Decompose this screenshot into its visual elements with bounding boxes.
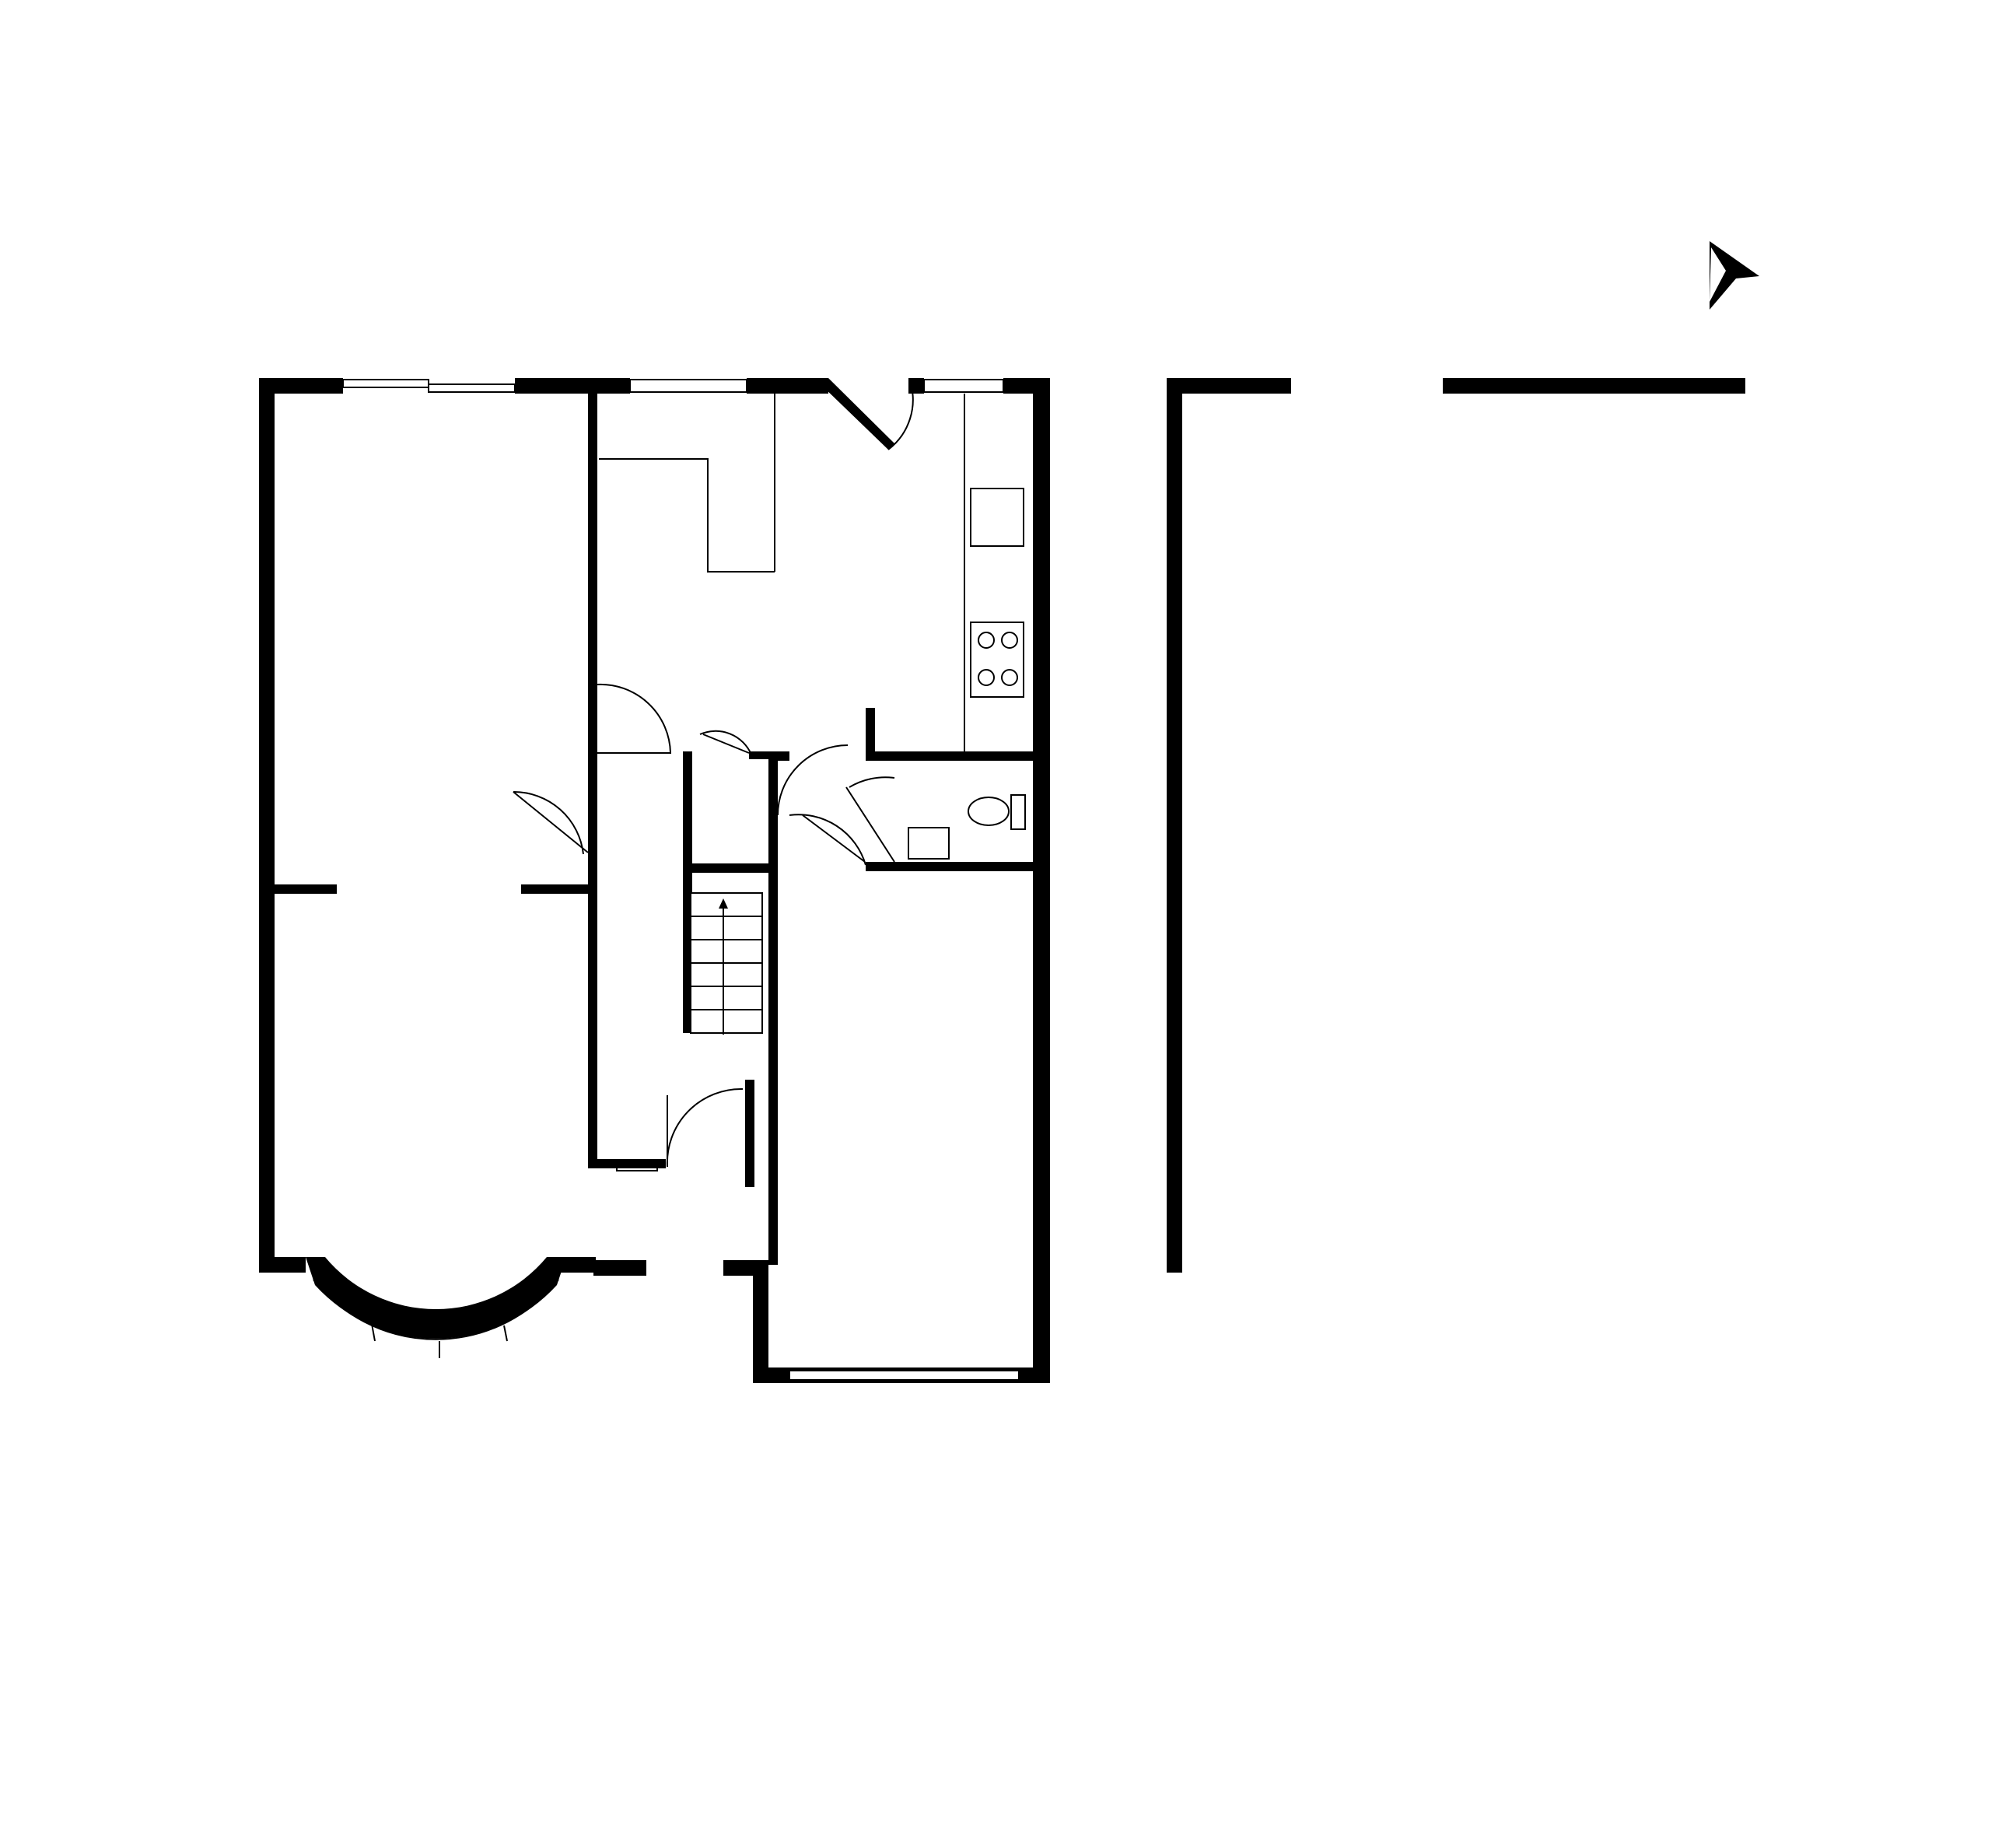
ground-floor-plan <box>259 378 1050 1383</box>
first-floor-plan <box>1167 378 1745 1273</box>
north-arrow-icon <box>1710 241 1759 310</box>
